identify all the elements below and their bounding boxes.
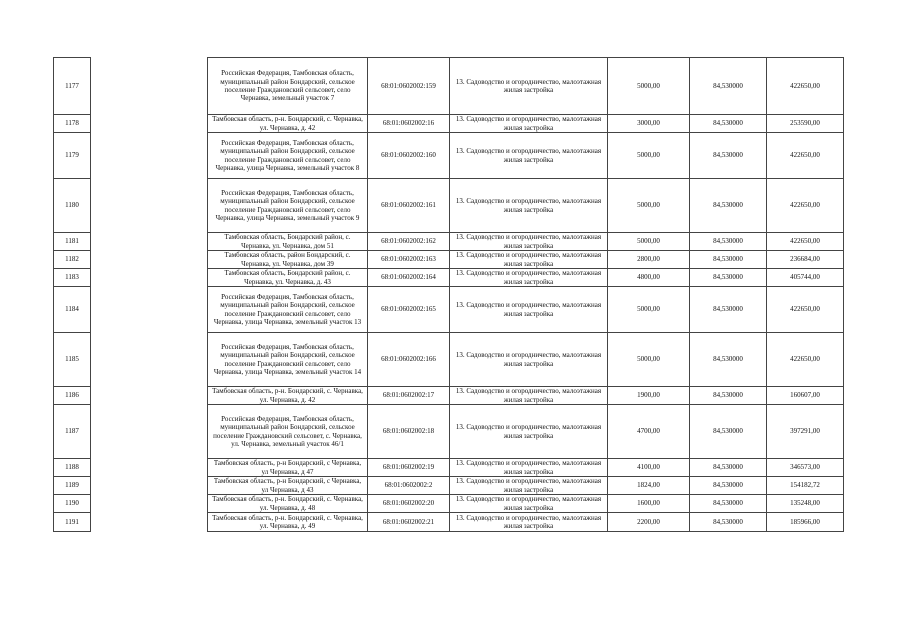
table-row [54,251,844,269]
table-row [54,405,844,459]
cadastral-cost-cell: 397291,00 [767,405,844,459]
table-row [54,513,844,532]
area-cell: 5000,00 [608,179,690,233]
cadastral-number-cell: 68:01:0602002:2 [368,477,450,495]
unit-price-cell: 84,530000 [690,477,767,495]
cadastral-cost-cell: 422650,00 [767,287,844,333]
cadastral-cost-cell: 160607,00 [767,387,844,405]
land-use-cell: 13. Садоводство и огородничество, малоэтажная жилая застройка [450,179,608,233]
area-cell: 5000,00 [608,287,690,333]
unit-price-cell: 84,530000 [690,58,767,115]
empty-cell [91,477,208,495]
empty-cell [91,58,208,115]
row-number: 1180 [54,179,91,233]
address-cell: Тамбовская область, район Бондарский, с. Чернавка, ул. Чернавка, дом 39 [208,251,368,269]
cadastral-cost-cell: 253590,00 [767,115,844,133]
empty-cell [91,287,208,333]
unit-price-cell: 84,530000 [690,269,767,287]
empty-cell [91,405,208,459]
area-cell: 3000,00 [608,115,690,133]
land-use-cell: 13. Садоводство и огородничество, малоэтажная жилая застройка [450,233,608,251]
cadastral-number-cell: 68:01:0602002:163 [368,251,450,269]
empty-cell [91,333,208,387]
cadastral-cost-cell: 346573,00 [767,459,844,477]
table-row [54,58,844,115]
area-cell: 2800,00 [608,251,690,269]
area-cell: 4100,00 [608,459,690,477]
land-use-cell: 13. Садоводство и огородничество, малоэтажная жилая застройка [450,477,608,495]
unit-price-cell: 84,530000 [690,459,767,477]
row-number: 1189 [54,477,91,495]
empty-cell [91,133,208,179]
cadastral-cost-cell: 422650,00 [767,333,844,387]
cadastral-cost-cell: 405744,00 [767,269,844,287]
table-row [54,179,844,233]
cadastral-cost-cell: 422650,00 [767,58,844,115]
row-number: 1178 [54,115,91,133]
land-use-cell: 13. Садоводство и огородничество, малоэтажная жилая застройка [450,387,608,405]
cadastral-cost-cell: 185966,00 [767,513,844,532]
address-cell: Российская Федерация, Тамбовская область, муниципальный район Бондарский, сельское поселение Граждановский сельсовет, село Чернавка, улица Чернавка, земельный участок 13 [208,287,368,333]
table-row [54,333,844,387]
address-cell: Российская Федерация, Тамбовская область, муниципальный район Бондарский, сельское поселение Граждановский сельсовет, село Чернавка, улица Чернавка, земельный участок 8 [208,133,368,179]
cadastral-number-cell: 68:01:0602002:164 [368,269,450,287]
row-number: 1177 [54,58,91,115]
unit-price-cell: 84,530000 [690,133,767,179]
cadastral-number-cell: 68:01:0602002:159 [368,58,450,115]
table-row [54,287,844,333]
empty-cell [91,233,208,251]
land-use-cell: 13. Садоводство и огородничество, малоэтажная жилая застройка [450,405,608,459]
cadastral-number-cell: 68:01:0602002:16 [368,115,450,133]
unit-price-cell: 84,530000 [690,251,767,269]
row-number: 1185 [54,333,91,387]
land-use-cell: 13. Садоводство и огородничество, малоэтажная жилая застройка [450,115,608,133]
empty-cell [91,115,208,133]
land-use-cell: 13. Садоводство и огородничество, малоэтажная жилая застройка [450,269,608,287]
cadastral-number-cell: 68:01:0602002:21 [368,513,450,532]
land-use-cell: 13. Садоводство и огородничество, малоэтажная жилая застройка [450,495,608,513]
empty-cell [91,251,208,269]
address-cell: Тамбовская область, Бондарский район, с. Чернавка, ул. Чернавка, дом 51 [208,233,368,251]
empty-cell [91,269,208,287]
cadastral-cost-cell: 422650,00 [767,179,844,233]
area-cell: 5000,00 [608,133,690,179]
address-cell: Российская Федерация, Тамбовская область, муниципальный район Бондарский, сельское поселение Граждановский сельсовет, село Чернавка, земельный участок 7 [208,58,368,115]
row-number: 1187 [54,405,91,459]
address-cell: Тамбовская область, р-н. Бондарский, с. Чернавка, ул. Чернавка, д. 42 [208,387,368,405]
area-cell: 2200,00 [608,513,690,532]
land-use-cell: 13. Садоводство и огородничество, малоэтажная жилая застройка [450,133,608,179]
empty-cell [91,495,208,513]
row-number: 1188 [54,459,91,477]
table-row [54,495,844,513]
cadastral-number-cell: 68:01:0602002:18 [368,405,450,459]
row-number: 1179 [54,133,91,179]
land-use-cell: 13. Садоводство и огородничество, малоэтажная жилая застройка [450,287,608,333]
table-row [54,477,844,495]
cadastral-number-cell: 68:01:0602002:165 [368,287,450,333]
land-use-cell: 13. Садоводство и огородничество, малоэтажная жилая застройка [450,459,608,477]
row-number: 1182 [54,251,91,269]
row-number: 1184 [54,287,91,333]
cadastral-number-cell: 68:01:0602002:162 [368,233,450,251]
empty-cell [91,513,208,532]
area-cell: 1824,00 [608,477,690,495]
table-row [54,115,844,133]
empty-cell [91,179,208,233]
land-use-cell: 13. Садоводство и огородничество, малоэтажная жилая застройка [450,58,608,115]
unit-price-cell: 84,530000 [690,287,767,333]
cadastral-number-cell: 68:01:0602002:17 [368,387,450,405]
table-row [54,233,844,251]
cadastral-number-cell: 68:01:0602002:160 [368,133,450,179]
address-cell: Российская Федерация, Тамбовская область, муниципальный район Бондарский, сельское поселение Граждановский сельсовет, село Чернавка, улица Чернавка, земельный участок 9 [208,179,368,233]
cadastral-number-cell: 68:01:0602002:161 [368,179,450,233]
area-cell: 1900,00 [608,387,690,405]
address-cell: Российская Федерация, Тамбовская область, муниципальный район Бондарский, сельское поселение Граждановский сельсовет, с. Чернавка, ул. Чернавка, земельный участок 46/1 [208,405,368,459]
row-number: 1186 [54,387,91,405]
address-cell: Тамбовская область, р-н. Бондарский, с. Чернавка, ул. Чернавка, д. 48 [208,495,368,513]
table-row [54,387,844,405]
address-cell: Тамбовская область, р-н Бондарский, с Чернавка, ул Чернавка, д 47 [208,459,368,477]
land-use-cell: 13. Садоводство и огородничество, малоэтажная жилая застройка [450,333,608,387]
row-number: 1191 [54,513,91,532]
area-cell: 1600,00 [608,495,690,513]
register-table [53,57,844,532]
table-row [54,269,844,287]
table-row [54,133,844,179]
register-table-body [54,58,844,532]
cadastral-cost-cell: 422650,00 [767,133,844,179]
cadastral-number-cell: 68:01:0602002:166 [368,333,450,387]
unit-price-cell: 84,530000 [690,179,767,233]
land-use-cell: 13. Садоводство и огородничество, малоэтажная жилая застройка [450,251,608,269]
cadastral-number-cell: 68:01:0602002:19 [368,459,450,477]
unit-price-cell: 84,530000 [690,333,767,387]
area-cell: 5000,00 [608,333,690,387]
unit-price-cell: 84,530000 [690,233,767,251]
unit-price-cell: 84,530000 [690,115,767,133]
area-cell: 4700,00 [608,405,690,459]
cadastral-cost-cell: 154182,72 [767,477,844,495]
cadastral-cost-cell: 422650,00 [767,233,844,251]
cadastral-cost-cell: 135248,00 [767,495,844,513]
address-cell: Тамбовская область, Бондарский район, с. Чернавка, ул. Чернавка, д. 43 [208,269,368,287]
empty-cell [91,387,208,405]
unit-price-cell: 84,530000 [690,495,767,513]
row-number: 1183 [54,269,91,287]
unit-price-cell: 84,530000 [690,387,767,405]
area-cell: 5000,00 [608,233,690,251]
unit-price-cell: 84,530000 [690,405,767,459]
empty-cell [91,459,208,477]
cadastral-number-cell: 68:01:0602002:20 [368,495,450,513]
land-use-cell: 13. Садоводство и огородничество, малоэтажная жилая застройка [450,513,608,532]
area-cell: 5000,00 [608,58,690,115]
address-cell: Российская Федерация, Тамбовская область, муниципальный район Бондарский, сельское поселение Граждановский сельсовет, село Чернавка, улица Чернавка, земельный участок 14 [208,333,368,387]
row-number: 1190 [54,495,91,513]
table-row [54,459,844,477]
row-number: 1181 [54,233,91,251]
address-cell: Тамбовская область, р-н. Бондарский, с. Чернавка, ул. Чернавка, д. 42 [208,115,368,133]
address-cell: Тамбовская область, р-н Бондарский, с Чернавка, ул Чернавка, д 43 [208,477,368,495]
address-cell: Тамбовская область, р-н. Бондарский, с. Чернавка, ул. Чернавка, д. 49 [208,513,368,532]
cadastral-cost-cell: 236684,00 [767,251,844,269]
area-cell: 4800,00 [608,269,690,287]
unit-price-cell: 84,530000 [690,513,767,532]
